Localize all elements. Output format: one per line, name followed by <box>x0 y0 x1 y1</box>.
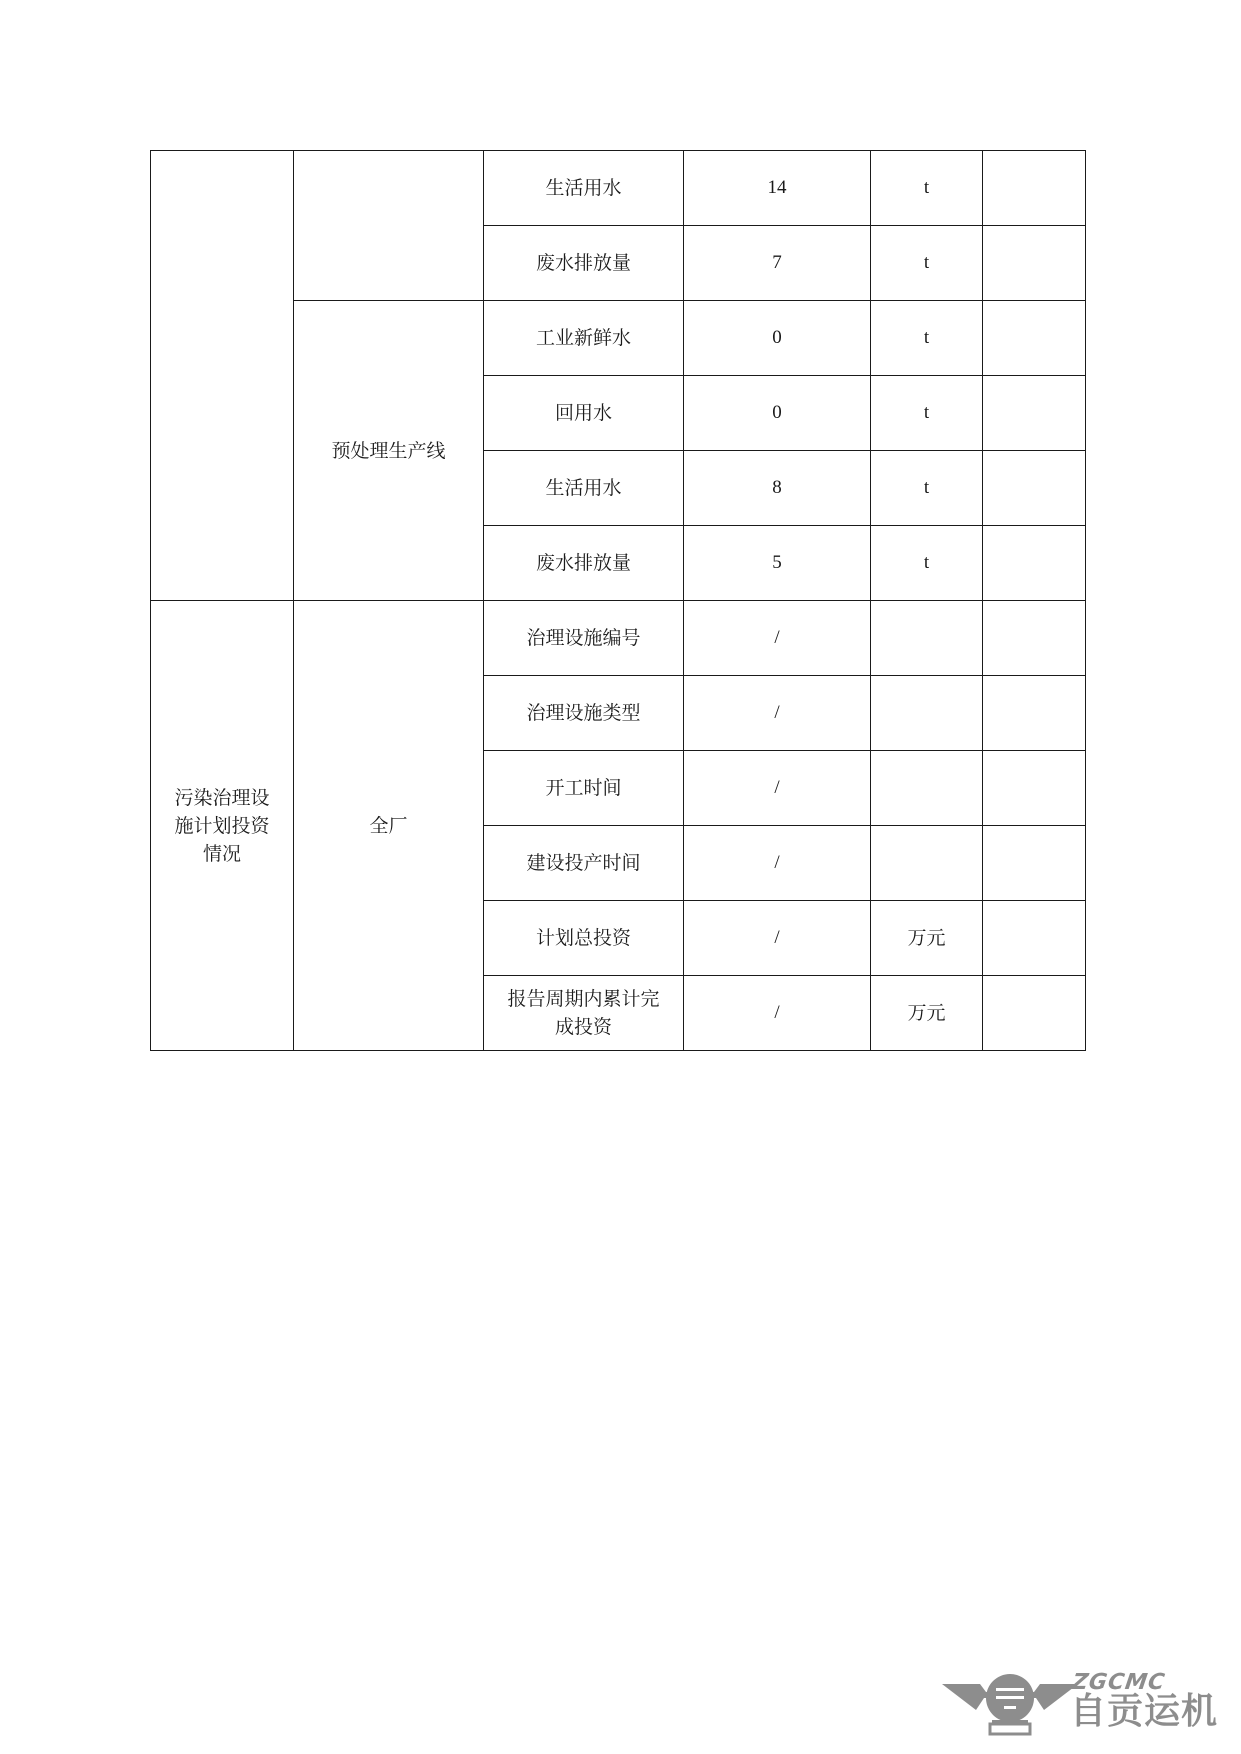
category-cell-water <box>151 151 294 601</box>
remark-cell <box>983 751 1086 826</box>
unit-cell: t <box>871 226 983 301</box>
remark-cell <box>983 151 1086 226</box>
remark-cell <box>983 826 1086 901</box>
watermark-logo <box>940 1662 1230 1737</box>
unit-cell: t <box>871 376 983 451</box>
value-cell: / <box>684 751 871 826</box>
value-cell: 0 <box>684 376 871 451</box>
unit-cell: 万元 <box>871 901 983 976</box>
value-cell: 8 <box>684 451 871 526</box>
value-cell: / <box>684 826 871 901</box>
unit-cell: t <box>871 151 983 226</box>
item-cell: 生活用水 <box>484 451 684 526</box>
unit-cell <box>871 676 983 751</box>
item-cell: 回用水 <box>484 376 684 451</box>
unit-cell <box>871 826 983 901</box>
table-row <box>151 151 1086 226</box>
category-cell-pollution-investment <box>151 601 294 1051</box>
remark-cell <box>983 601 1086 676</box>
value-cell: / <box>684 601 871 676</box>
item-cell: 废水排放量 <box>484 226 684 301</box>
value-cell: 0 <box>684 301 871 376</box>
remark-cell <box>983 451 1086 526</box>
unit-cell <box>871 751 983 826</box>
scope-cell-pretreatment-line: 预处理生产线 <box>294 301 484 601</box>
category-line: 污染治理设 <box>174 786 270 809</box>
zgcmc-emblem-icon <box>940 1662 1080 1737</box>
item-line: 报告周期内累计完 <box>507 988 660 1010</box>
remark-cell <box>983 526 1086 601</box>
scope-cell <box>294 151 484 301</box>
item-cell: 废水排放量 <box>484 526 684 601</box>
remark-cell <box>983 376 1086 451</box>
data-table <box>150 150 1086 1051</box>
item-cell: 治理设施类型 <box>484 676 684 751</box>
item-cell: 开工时间 <box>484 751 684 826</box>
value-cell: 7 <box>684 226 871 301</box>
logo-chinese-text: 自贡运机 <box>1070 1691 1219 1732</box>
item-cell: 治理设施编号 <box>484 601 684 676</box>
remark-cell <box>983 301 1086 376</box>
unit-cell <box>871 601 983 676</box>
unit-cell: 万元 <box>871 976 983 1051</box>
item-cell: 计划总投资 <box>484 901 684 976</box>
unit-cell: t <box>871 301 983 376</box>
remark-cell <box>983 901 1086 976</box>
scope-cell-whole-plant: 全厂 <box>294 601 484 1051</box>
category-line: 施计划投资 <box>174 814 270 837</box>
item-cell <box>484 976 684 1051</box>
value-cell: / <box>684 901 871 976</box>
item-cell: 建设投产时间 <box>484 826 684 901</box>
logo-latin-text: ZGCMC <box>1070 1670 1167 1695</box>
item-cell: 生活用水 <box>484 151 684 226</box>
item-line: 成投资 <box>554 1016 612 1038</box>
remark-cell <box>983 676 1086 751</box>
value-cell: 14 <box>684 151 871 226</box>
remark-cell <box>983 976 1086 1051</box>
category-line: 情况 <box>202 842 241 865</box>
table-row <box>151 601 1086 676</box>
value-cell: / <box>684 976 871 1051</box>
unit-cell: t <box>871 526 983 601</box>
remark-cell <box>983 226 1086 301</box>
item-cell: 工业新鲜水 <box>484 301 684 376</box>
value-cell: 5 <box>684 526 871 601</box>
value-cell: / <box>684 676 871 751</box>
unit-cell: t <box>871 451 983 526</box>
